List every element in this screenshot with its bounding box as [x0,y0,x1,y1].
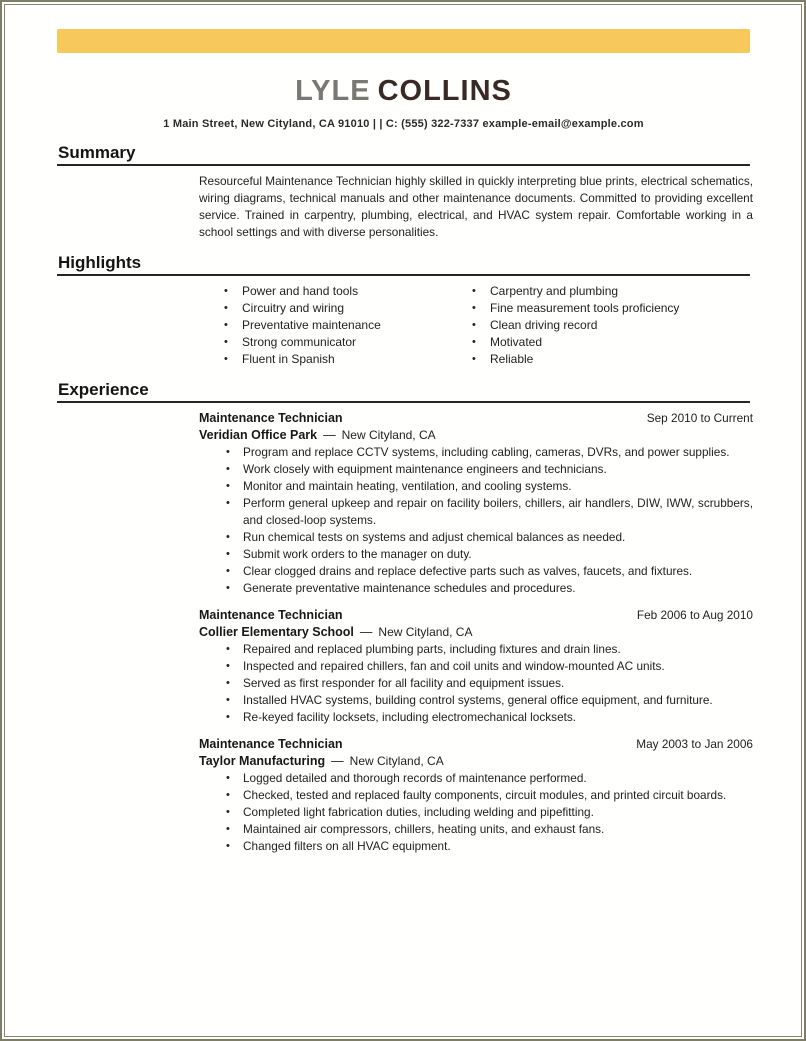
experience-bullet [199,529,753,546]
company-name: Taylor Manufacturing [199,754,326,768]
highlight-text: Preventative maintenance [242,318,381,332]
highlight-item [224,300,472,317]
highlights-heading: Highlights [57,254,750,276]
experience-bullet [199,787,753,804]
experience-bullet [199,804,753,821]
bullet-icon: • [472,336,476,348]
highlight-text: Clean driving record [490,318,598,332]
bullet-icon: • [226,806,230,818]
bullet-text: Repaired and replaced plumbing parts, including fixtures and drain lines. [243,642,621,656]
highlight-item [224,283,472,300]
job-location: New Cityland, CA [349,754,444,768]
bullet-icon: • [226,565,230,577]
candidate-name [57,74,750,109]
job-company-line [199,753,753,770]
highlight-text: Fluent in Spanish [242,352,335,366]
bullet-icon: • [226,643,230,655]
bullet-icon: • [472,285,476,297]
bullet-icon: • [226,582,230,594]
job-dates: Sep 2010 to Current [646,411,753,425]
first-name: LYLE [295,75,371,107]
accent-bar [57,29,750,53]
highlights-columns [224,283,750,368]
bullet-icon: • [226,497,230,509]
highlight-item [472,317,750,334]
experience-bullet [199,675,753,692]
job-title: Maintenance Technician [199,608,343,622]
bullet-icon: • [226,772,230,784]
company-name: Collier Elementary School [199,625,354,639]
section-highlights [57,254,750,368]
job-bullet-list [199,444,753,597]
bullet-icon: • [472,302,476,314]
bullet-icon: • [224,285,228,297]
experience-bullet [199,709,753,726]
highlight-text: Circuitry and wiring [242,301,345,315]
highlight-text: Reliable [490,352,534,366]
highlight-item [224,334,472,351]
job-block [199,736,753,855]
last-name: COLLINS [377,75,512,107]
job-location: New Cityland, CA [378,625,473,639]
bullet-icon: • [226,660,230,672]
highlight-text: Carpentry and plumbing [490,284,619,298]
highlight-item [224,351,472,368]
bullet-text: Clear clogged drains and replace defective parts such as valves, faucets, and fixtures. [243,564,693,578]
bullet-icon: • [224,353,228,365]
highlights-column-1 [224,283,472,368]
highlights-column-2 [472,283,750,368]
experience-bullet [199,692,753,709]
bullet-text: Inspected and repaired chillers, fan and coil units and window-mounted AC units. [243,659,665,673]
bullet-icon: • [224,302,228,314]
job-header [199,410,753,427]
bullet-icon: • [226,446,230,458]
summary-heading: Summary [57,144,750,166]
job-dates: Feb 2006 to Aug 2010 [636,608,753,622]
bullet-text: Changed filters on all HVAC equipment. [243,839,451,853]
bullet-text: Maintained air compressors, chillers, heating units, and exhaust fans. [243,822,605,836]
highlight-item [472,300,750,317]
highlight-item [472,283,750,300]
company-name: Veridian Office Park [199,428,318,442]
summary-text: Resourceful Maintenance Technician highly skilled in quickly interpreting blue prints, electrical schematics, wiring diagrams, technical manuals and other maintenance documents. Committed to providing excellent service. Trained in carpentry, plumbing, electrical, and HVAC system repair. Comfortable working in a school settings and with diverse personalities. [199,174,753,239]
job-block [199,410,753,597]
bullet-text: Installed HVAC systems, building control systems, general office equipment, and furniture. [243,693,713,707]
bullet-icon: • [226,677,230,689]
highlight-item [472,334,750,351]
contact-line: 1 Main Street, New Cityland, CA 91010 | | C: (555) 322-7337 example-email@example.com [163,118,644,130]
experience-bullet [199,563,753,580]
bullet-icon: • [226,531,230,543]
highlight-text: Motivated [490,335,543,349]
highlight-text: Power and hand tools [242,284,359,298]
bullet-icon: • [226,711,230,723]
bullet-text: Logged detailed and thorough records of maintenance performed. [243,771,587,785]
bullet-text: Work closely with equipment maintenance engineers and technicians. [243,462,607,476]
experience-bullet [199,478,753,495]
job-dates: May 2003 to Jan 2006 [636,737,753,751]
bullet-icon: • [226,548,230,560]
experience-bullet [199,461,753,478]
bullet-icon: • [472,319,476,331]
job-bullet-list [199,641,753,726]
bullet-icon: • [226,789,230,801]
bullet-text: Submit work orders to the manager on duty. [243,547,472,561]
job-title: Maintenance Technician [199,737,343,751]
company-location-separator: — [359,625,373,639]
bullet-icon: • [226,823,230,835]
bullet-icon: • [226,694,230,706]
bullet-icon: • [226,463,230,475]
experience-bullet [199,495,753,529]
bullet-text: Monitor and maintain heating, ventilation, and cooling systems. [243,479,572,493]
experience-bullet [199,658,753,675]
bullet-text: Completed light fabrication duties, including welding and pipefitting. [243,805,594,819]
bullet-icon: • [226,840,230,852]
bullet-text: Program and replace CCTV systems, including cabling, cameras, DVRs, and power supplies. [243,445,730,459]
bullet-text: Run chemical tests on systems and adjust chemical balances as needed. [243,530,626,544]
experience-bullet [199,838,753,855]
experience-bullet [199,444,753,461]
bullet-text: Perform general upkeep and repair on facility boilers, chillers, air handlers, DIW, IWW, scrubbers, and closed-loop systems. [243,496,753,527]
experience-bullet [199,770,753,787]
experience-bullet [199,580,753,597]
job-block [199,607,753,726]
job-header [199,736,753,753]
job-company-line [199,427,753,444]
bullet-icon: • [226,480,230,492]
job-title: Maintenance Technician [199,411,343,425]
highlight-text: Fine measurement tools proficiency [490,301,680,315]
highlight-item [472,351,750,368]
bullet-icon: • [224,319,228,331]
highlight-text: Strong communicator [242,335,357,349]
bullet-text: Served as first responder for all facility and equipment issues. [243,676,565,690]
bullet-text: Checked, tested and replaced faulty components, circuit modules, and printed circuit boards. [243,788,727,802]
job-header [199,607,753,624]
experience-bullet [199,546,753,563]
section-summary [57,143,753,241]
bullet-text: Re-keyed facility locksets, including electromechanical locksets. [243,710,577,724]
bullet-icon: • [224,336,228,348]
experience-heading: Experience [57,381,750,403]
experience-bullet [199,821,753,838]
bullet-text: Generate preventative maintenance schedules and procedures. [243,581,576,595]
bullet-icon: • [472,353,476,365]
job-location: New Cityland, CA [341,428,436,442]
job-bullet-list [199,770,753,855]
experience-bullet [199,641,753,658]
job-company-line [199,624,753,641]
section-experience [57,380,753,855]
company-location-separator: — [331,754,344,768]
highlight-item [224,317,472,334]
company-location-separator: — [323,428,336,442]
